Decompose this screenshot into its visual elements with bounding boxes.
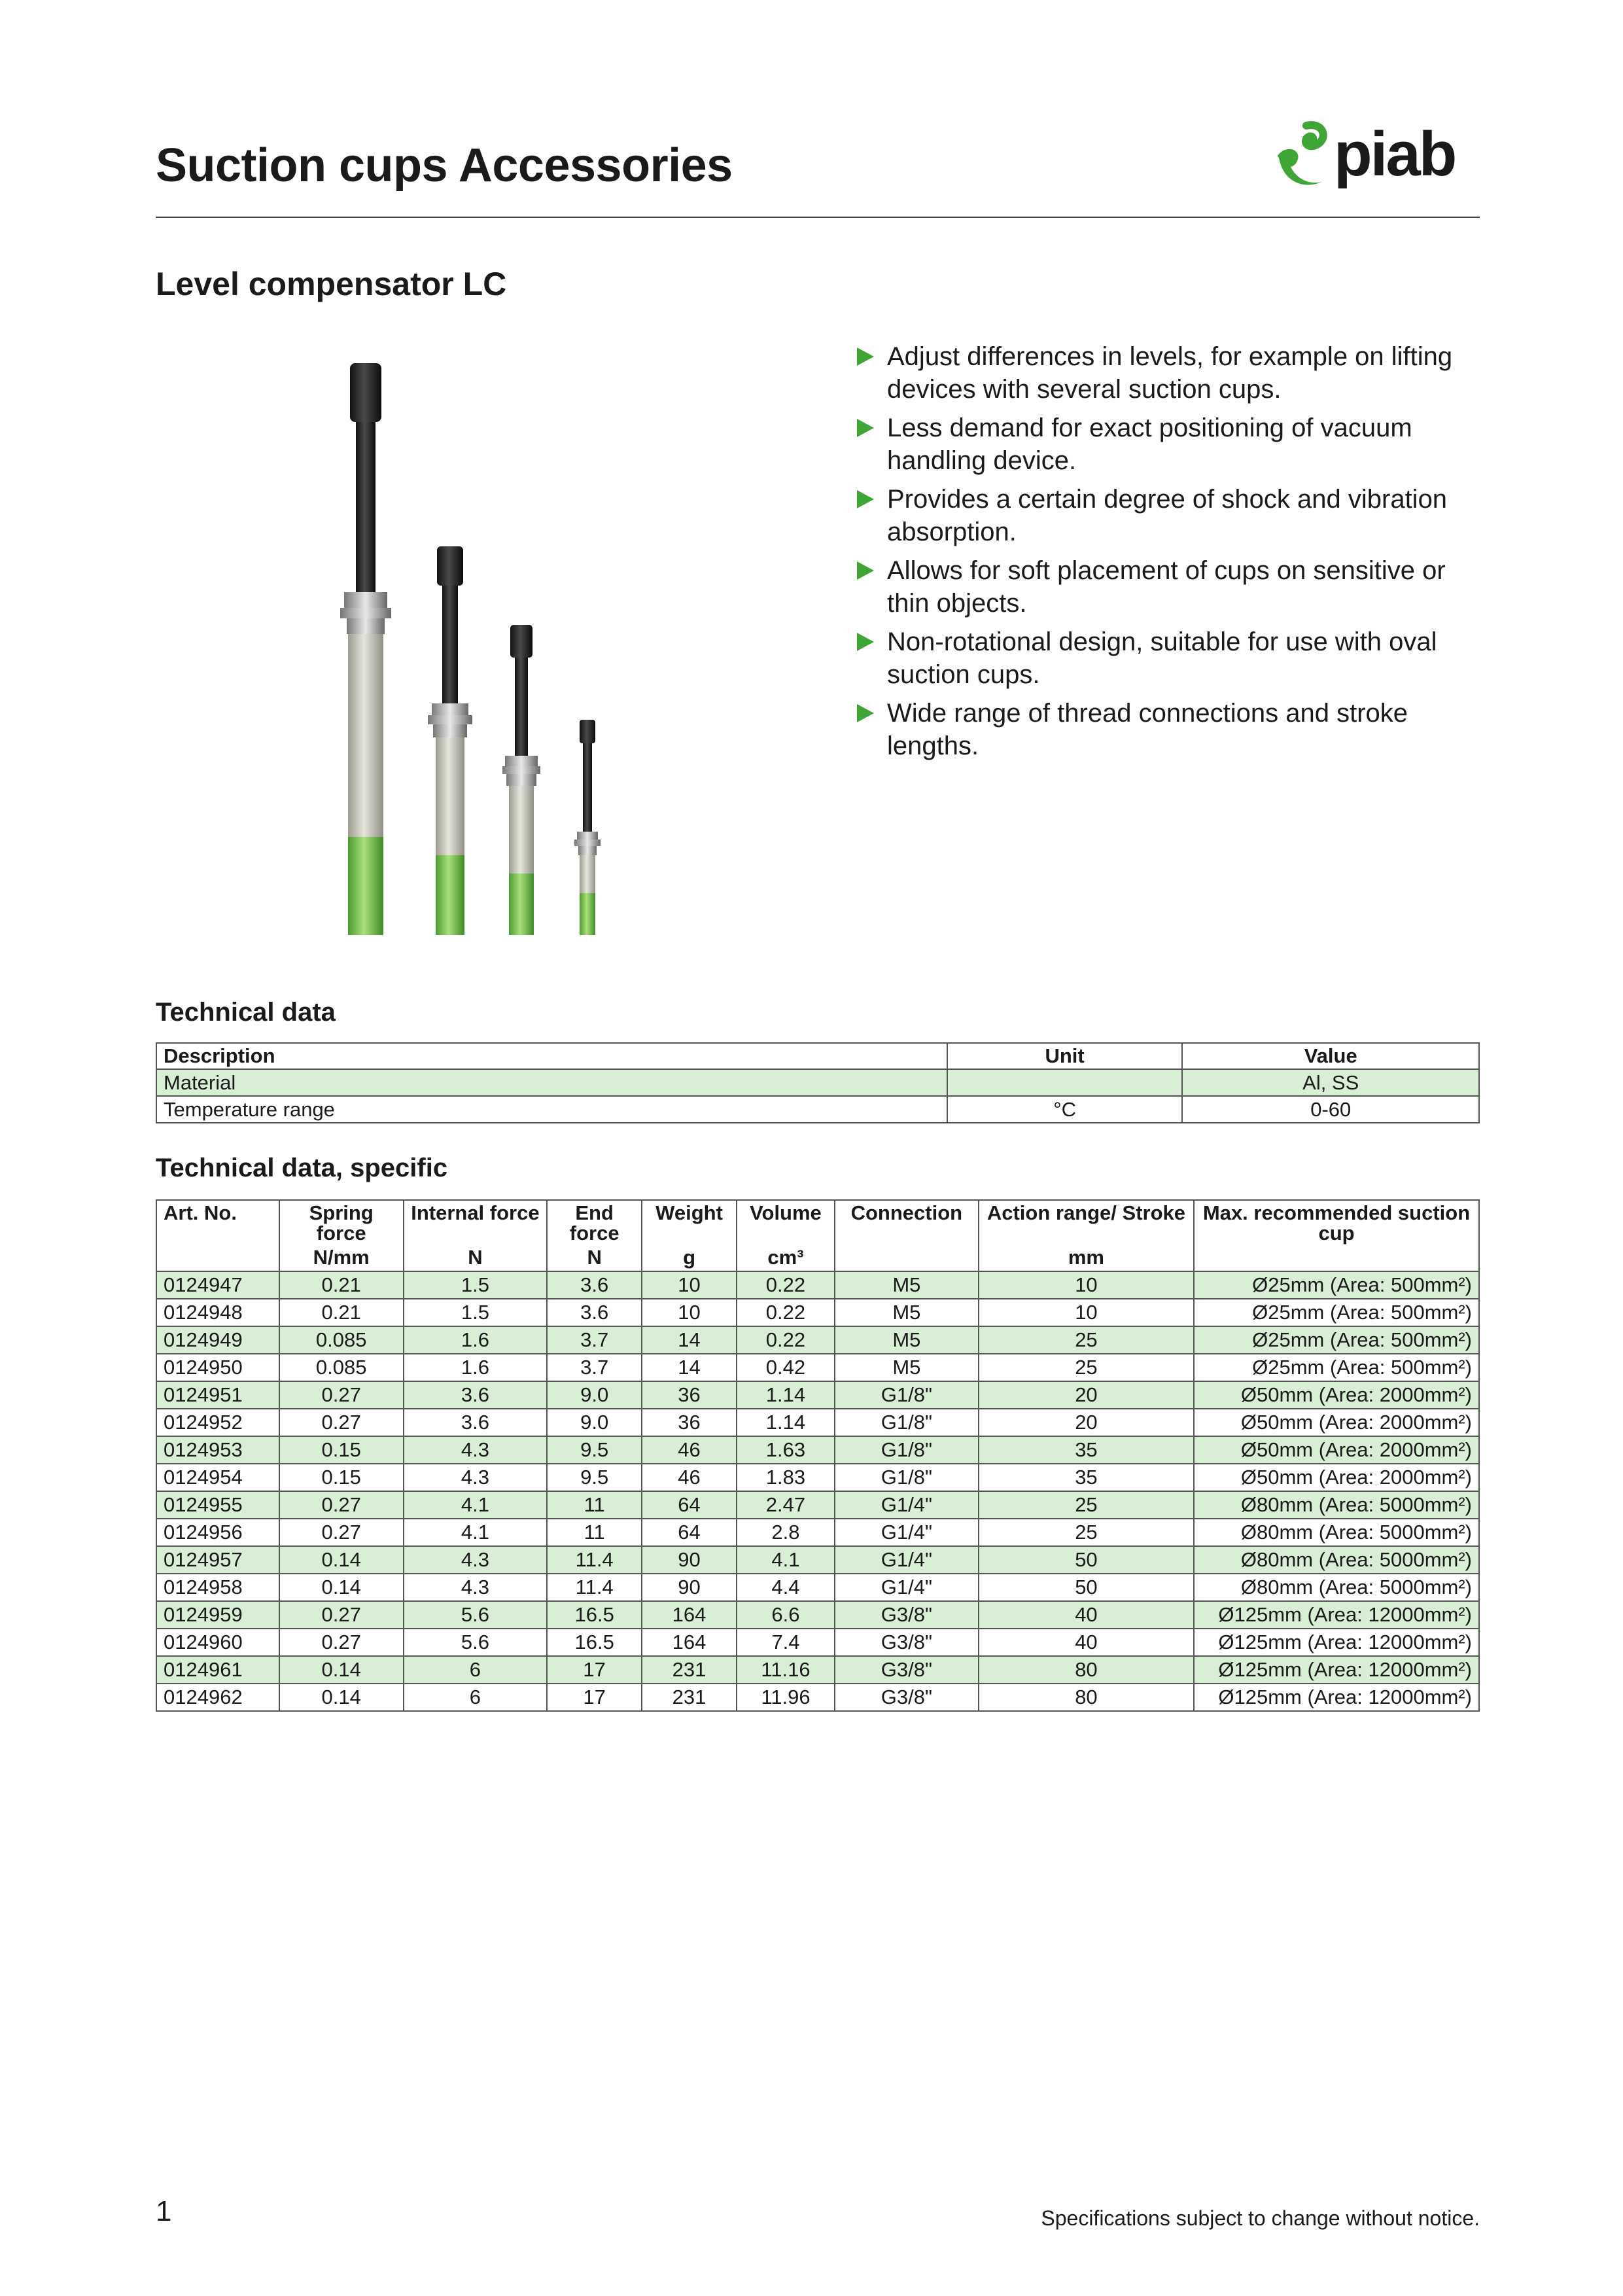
table-cell: 20 [979, 1409, 1194, 1436]
table-cell: 14 [642, 1354, 737, 1381]
table-cell: 4.3 [404, 1574, 548, 1601]
table-cell: 10 [642, 1299, 737, 1326]
table-cell: 90 [642, 1574, 737, 1601]
bullet-triangle-icon [857, 633, 874, 651]
table-cell: 10 [642, 1271, 737, 1299]
table-cell: 1.14 [737, 1381, 835, 1409]
table-cell: Ø50mm (Area: 2000mm²) [1194, 1464, 1479, 1491]
table-cell: G1/4" [835, 1491, 979, 1519]
table-cell: 11.4 [547, 1574, 642, 1601]
column-unit: N [547, 1243, 642, 1271]
table-cell: 1.5 [404, 1271, 548, 1299]
piab-logo [1266, 118, 1482, 196]
column-header: End force [547, 1200, 642, 1243]
table-row [156, 1519, 1479, 1546]
table-row [156, 1546, 1479, 1574]
table-cell: 3.6 [404, 1409, 548, 1436]
column-header: Action range/ Stroke [979, 1200, 1194, 1243]
table-cell: 50 [979, 1546, 1194, 1574]
table-cell: 11.4 [547, 1546, 642, 1574]
table-cell: 0124957 [156, 1546, 279, 1574]
column-header: Unit [947, 1043, 1183, 1069]
table-cell: 4.1 [404, 1491, 548, 1519]
column-header: Description [156, 1043, 947, 1069]
table-cell: 3.7 [547, 1326, 642, 1354]
column-unit [156, 1243, 279, 1271]
bullet-triangle-icon [857, 704, 874, 722]
table-cell: 0.21 [279, 1271, 404, 1299]
table-cell: 25 [979, 1519, 1194, 1546]
table-row [156, 1326, 1479, 1354]
table-cell: 0.085 [279, 1326, 404, 1354]
table-cell: 1.6 [404, 1354, 548, 1381]
table-cell: M5 [835, 1271, 979, 1299]
table-cell: 11.16 [737, 1656, 835, 1684]
table-cell: G1/8" [835, 1436, 979, 1464]
table-cell: 9.5 [547, 1464, 642, 1491]
technical-data-table [156, 1042, 1480, 1123]
technical-data-specific-table [156, 1199, 1480, 1712]
title-divider [156, 217, 1480, 218]
table-cell: 0124956 [156, 1519, 279, 1546]
table-row [156, 1436, 1479, 1464]
table-cell: 1.5 [404, 1299, 548, 1326]
table-cell: 0.27 [279, 1519, 404, 1546]
logo-text: piab [1334, 119, 1456, 189]
table-cell: 0.14 [279, 1546, 404, 1574]
table-row [156, 1271, 1479, 1299]
table-cell: 3.7 [547, 1354, 642, 1381]
table-cell: 0124962 [156, 1684, 279, 1711]
table-cell: Ø125mm (Area: 12000mm²) [1194, 1629, 1479, 1656]
table-cell: 231 [642, 1684, 737, 1711]
table-cell: 0124952 [156, 1409, 279, 1436]
column-unit: N/mm [279, 1243, 404, 1271]
table-cell: 0.27 [279, 1491, 404, 1519]
table-cell: 4.3 [404, 1546, 548, 1574]
table-cell: G1/8" [835, 1409, 979, 1436]
table-cell: 2.47 [737, 1491, 835, 1519]
table-cell: 36 [642, 1381, 737, 1409]
table-cell: Ø80mm (Area: 5000mm²) [1194, 1546, 1479, 1574]
spec-table-body [156, 1271, 1479, 1711]
table-cell: 20 [979, 1381, 1194, 1409]
table-row [156, 1491, 1479, 1519]
table-cell: 0.27 [279, 1629, 404, 1656]
table-cell: 7.4 [737, 1629, 835, 1656]
level-compensator-photo [314, 357, 654, 945]
compensator-large [340, 363, 391, 935]
table-cell: 1.63 [737, 1436, 835, 1464]
table-cell: 0.15 [279, 1464, 404, 1491]
table-cell: 4.3 [404, 1436, 548, 1464]
table-cell: 40 [979, 1601, 1194, 1629]
table-cell: 46 [642, 1464, 737, 1491]
table-cell: 11 [547, 1491, 642, 1519]
table-cell: 50 [979, 1574, 1194, 1601]
table-cell: 64 [642, 1519, 737, 1546]
page-title: Suction cups Accessories [156, 139, 733, 192]
feature-item: Adjust differences in levels, for example on lifting devices with several suction cups. [857, 340, 1485, 406]
table-cell: 0124954 [156, 1464, 279, 1491]
table-cell: 4.3 [404, 1464, 548, 1491]
column-unit [1194, 1243, 1479, 1271]
table-cell: 80 [979, 1684, 1194, 1711]
table-cell: 46 [642, 1436, 737, 1464]
table-cell: Ø125mm (Area: 12000mm²) [1194, 1601, 1479, 1629]
table-row [156, 1354, 1479, 1381]
table-cell: 231 [642, 1656, 737, 1684]
column-unit: mm [979, 1243, 1194, 1271]
table-cell: 3.6 [547, 1271, 642, 1299]
table-cell: G1/4" [835, 1546, 979, 1574]
compensator-small [502, 625, 540, 935]
column-unit [835, 1243, 979, 1271]
table-cell: 5.6 [404, 1629, 548, 1656]
table-cell: 9.5 [547, 1436, 642, 1464]
table-cell: 64 [642, 1491, 737, 1519]
feature-item: Wide range of thread connections and stroke lengths. [857, 697, 1485, 762]
table-cell: Ø80mm (Area: 5000mm²) [1194, 1491, 1479, 1519]
table-cell: 0.21 [279, 1299, 404, 1326]
table-cell: 0124955 [156, 1491, 279, 1519]
column-header: Spring force [279, 1200, 404, 1243]
table-cell: G1/8" [835, 1381, 979, 1409]
table-cell: 11 [547, 1519, 642, 1546]
table-cell: 0.085 [279, 1354, 404, 1381]
table-cell: G1/8" [835, 1464, 979, 1491]
column-header: Max. recommended suction cup [1194, 1200, 1479, 1243]
table-cell: 40 [979, 1629, 1194, 1656]
technical-data-specific-heading: Technical data, specific [156, 1154, 448, 1182]
table-cell: 6 [404, 1656, 548, 1684]
table-cell: 1.14 [737, 1409, 835, 1436]
bullet-triangle-icon [857, 561, 874, 580]
table-cell: 0.15 [279, 1436, 404, 1464]
table-row [156, 1629, 1479, 1656]
table-cell: 0.27 [279, 1409, 404, 1436]
column-header: Connection [835, 1200, 979, 1243]
table-cell: 4.1 [404, 1519, 548, 1546]
table-row: Temperature range °C 0-60 [156, 1096, 1479, 1123]
table-cell: 25 [979, 1326, 1194, 1354]
product-title: Level compensator LC [156, 266, 507, 302]
page-number: 1 [156, 2195, 172, 2227]
table-row [156, 1684, 1479, 1711]
table-cell: G3/8" [835, 1629, 979, 1656]
table-cell: 25 [979, 1491, 1194, 1519]
table-cell: 0124960 [156, 1629, 279, 1656]
bullet-triangle-icon [857, 490, 874, 508]
bullet-triangle-icon [857, 419, 874, 437]
column-header: Internal force [404, 1200, 548, 1243]
table-cell: 16.5 [547, 1601, 642, 1629]
column-header: Volume [737, 1200, 835, 1243]
table-cell: 0.42 [737, 1354, 835, 1381]
table-cell: 10 [979, 1271, 1194, 1299]
table-cell: 0124948 [156, 1299, 279, 1326]
table-cell: G3/8" [835, 1684, 979, 1711]
table-cell: 6.6 [737, 1601, 835, 1629]
table-cell: 0124959 [156, 1601, 279, 1629]
table-cell: 0.22 [737, 1271, 835, 1299]
table-cell: 0124949 [156, 1326, 279, 1354]
table-cell: 5.6 [404, 1601, 548, 1629]
table-row [156, 1574, 1479, 1601]
feature-item: Allows for soft placement of cups on sensitive or thin objects. [857, 554, 1485, 620]
table-cell: 0124947 [156, 1271, 279, 1299]
table-cell: G3/8" [835, 1656, 979, 1684]
table-cell: Ø25mm (Area: 500mm²) [1194, 1271, 1479, 1299]
feature-item: Provides a certain degree of shock and vibration absorption. [857, 483, 1485, 548]
table-cell: G1/4" [835, 1519, 979, 1546]
table-cell: 25 [979, 1354, 1194, 1381]
table-cell: 0.14 [279, 1656, 404, 1684]
technical-data-heading: Technical data [156, 998, 336, 1027]
table-cell: 90 [642, 1546, 737, 1574]
table-cell: 3.6 [547, 1299, 642, 1326]
table-cell: G3/8" [835, 1601, 979, 1629]
table-row [156, 1464, 1479, 1491]
table-cell: 35 [979, 1436, 1194, 1464]
table-cell: M5 [835, 1299, 979, 1326]
table-cell: 0124951 [156, 1381, 279, 1409]
table-cell: 0.22 [737, 1326, 835, 1354]
table-cell: 0124958 [156, 1574, 279, 1601]
feature-item: Non-rotational design, suitable for use with oval suction cups. [857, 626, 1485, 691]
column-header: Weight [642, 1200, 737, 1243]
table-cell: 9.0 [547, 1381, 642, 1409]
compensator-tiny [574, 720, 601, 935]
table-row [156, 1656, 1479, 1684]
table-cell: Ø50mm (Area: 2000mm²) [1194, 1409, 1479, 1436]
table-cell: 0124953 [156, 1436, 279, 1464]
table-cell: 0.14 [279, 1574, 404, 1601]
compensator-medium [428, 546, 472, 935]
table-cell: 0124950 [156, 1354, 279, 1381]
table-cell: Ø50mm (Area: 2000mm²) [1194, 1381, 1479, 1409]
table-cell: 4.4 [737, 1574, 835, 1601]
table-cell: Ø50mm (Area: 2000mm²) [1194, 1436, 1479, 1464]
table-cell: 3.6 [404, 1381, 548, 1409]
table-cell: 0.27 [279, 1601, 404, 1629]
table-cell: 2.8 [737, 1519, 835, 1546]
table-cell: 17 [547, 1684, 642, 1711]
bullet-triangle-icon [857, 347, 874, 366]
table-cell: 1.6 [404, 1326, 548, 1354]
table-cell: 4.1 [737, 1546, 835, 1574]
table-row [156, 1409, 1479, 1436]
table-cell: 14 [642, 1326, 737, 1354]
table-cell: 9.0 [547, 1409, 642, 1436]
table-cell: 164 [642, 1601, 737, 1629]
table-cell: 0124961 [156, 1656, 279, 1684]
table-cell: Ø125mm (Area: 12000mm²) [1194, 1684, 1479, 1711]
table-cell: M5 [835, 1326, 979, 1354]
column-unit: g [642, 1243, 737, 1271]
table-row [156, 1299, 1479, 1326]
table-cell: 0.14 [279, 1684, 404, 1711]
table-cell: 80 [979, 1656, 1194, 1684]
table-cell: 1.83 [737, 1464, 835, 1491]
column-header: Value [1182, 1043, 1479, 1069]
table-cell: Ø25mm (Area: 500mm²) [1194, 1326, 1479, 1354]
table-cell: 164 [642, 1629, 737, 1656]
table-cell: 36 [642, 1409, 737, 1436]
table-row: Material Al, SS [156, 1069, 1479, 1096]
table-cell: 0.27 [279, 1381, 404, 1409]
table-cell: 10 [979, 1299, 1194, 1326]
feature-list [857, 340, 1485, 768]
table-cell: M5 [835, 1354, 979, 1381]
table-cell: 0.22 [737, 1299, 835, 1326]
table-cell: 16.5 [547, 1629, 642, 1656]
table-cell: 11.96 [737, 1684, 835, 1711]
table-cell: 35 [979, 1464, 1194, 1491]
column-header: Art. No. [156, 1200, 279, 1243]
column-unit: N [404, 1243, 548, 1271]
table-row [156, 1381, 1479, 1409]
table-cell: G1/4" [835, 1574, 979, 1601]
table-cell: 17 [547, 1656, 642, 1684]
footer-note: Specifications subject to change without notice. [1041, 2206, 1480, 2230]
table-cell: Ø80mm (Area: 5000mm²) [1194, 1519, 1479, 1546]
table-cell: Ø25mm (Area: 500mm²) [1194, 1354, 1479, 1381]
table-row [156, 1601, 1479, 1629]
column-unit: cm³ [737, 1243, 835, 1271]
table-cell: Ø25mm (Area: 500mm²) [1194, 1299, 1479, 1326]
table-cell: Ø80mm (Area: 5000mm²) [1194, 1574, 1479, 1601]
feature-item: Less demand for exact positioning of vacuum handling device. [857, 412, 1485, 477]
table-cell: 6 [404, 1684, 548, 1711]
table-cell: Ø125mm (Area: 12000mm²) [1194, 1656, 1479, 1684]
